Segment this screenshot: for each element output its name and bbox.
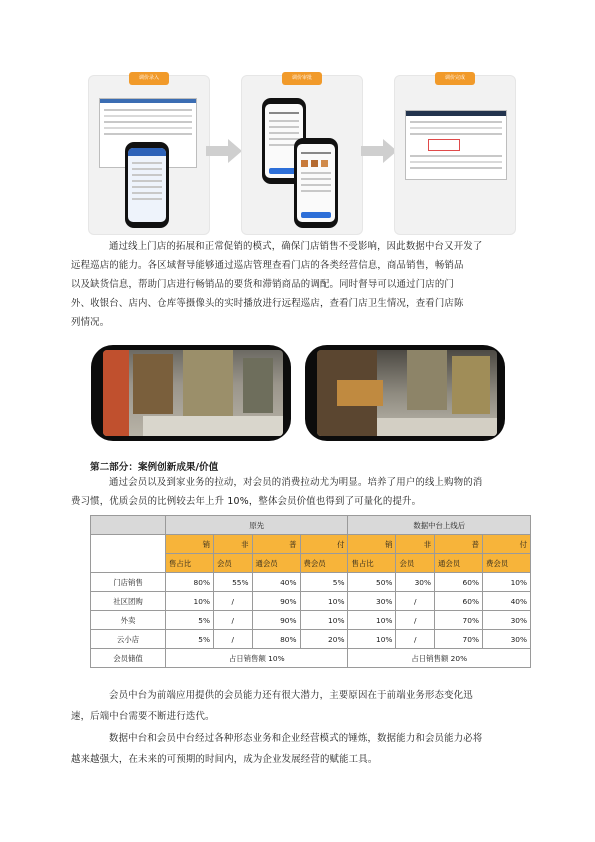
subheader-cell: 付 <box>300 535 348 554</box>
member-comparison-table <box>90 515 531 668</box>
group-before-header: 原先 <box>166 516 348 535</box>
subheader-cell: 通会员 <box>252 554 300 573</box>
step-tag-approval: 调价审批 <box>282 72 322 85</box>
table-cell: / <box>213 630 252 649</box>
table-cell: / <box>396 592 435 611</box>
table-row <box>91 630 531 649</box>
table-cell: / <box>213 592 252 611</box>
subheader-cell: 费会员 <box>482 554 530 573</box>
table-cell: 5% <box>166 611 214 630</box>
text-line: 通过会员以及到家业务的拉动，对会员的消费拉动尤为明显。培养了用户的线上购物的消 <box>109 477 483 488</box>
text-line: 通过线上门店的拓展和正常促销的模式，确保门店销售不受影响，因此数据中台又开发了 <box>109 241 483 252</box>
table-footer-row <box>91 649 531 668</box>
step-card-complete <box>394 75 516 235</box>
text-line: 以及缺货信息，帮助门店进行畅销品的要货和滞销商品的调配。同时督导可以通过门店的门 <box>71 279 455 290</box>
table-cell: 占日销售额 20% <box>348 649 531 668</box>
cctv-phone-image <box>305 345 505 441</box>
table-cell: 30% <box>348 592 396 611</box>
paragraph-member-platform <box>71 685 504 727</box>
table-group-header <box>91 516 531 535</box>
table-row <box>91 592 531 611</box>
table-cell: 10% <box>482 573 530 592</box>
table-cell: 80% <box>252 630 300 649</box>
subheader-cell: 普 <box>252 535 300 554</box>
phone-icon <box>294 138 338 228</box>
subheader-cell: 非 <box>213 535 252 554</box>
subheader-cell: 会员 <box>396 554 435 573</box>
phone-icon <box>125 142 169 228</box>
table-cell: 10% <box>348 630 396 649</box>
text-line: 越来越强大，在未来的可预期的时间内，成为企业发展经营的赋能工具。 <box>71 754 378 765</box>
subheader-cell: 售占比 <box>166 554 214 573</box>
table-cell: 30% <box>482 611 530 630</box>
table-cell: / <box>396 630 435 649</box>
text-line: 外、收银台、店内、仓库等摄像头的实时播放进行远程巡店，查看门店卫生情况，查看门店陈 <box>71 298 464 309</box>
table-cell: 60% <box>435 592 483 611</box>
text-line: 速，后端中台需要不断进行迭代。 <box>71 711 215 722</box>
subheader-cell: 售占比 <box>348 554 396 573</box>
group-after-header: 数据中台上线后 <box>348 516 531 535</box>
text-line: 会员中台为前端应用提供的会员能力还有很大潜力，主要原因在于前端业务形态变化迅 <box>109 690 473 701</box>
table-cell: 90% <box>252 611 300 630</box>
subheader-cell: 销 <box>348 535 396 554</box>
arrow-head-icon <box>228 139 242 163</box>
table-cell: / <box>396 611 435 630</box>
table-cell: 60% <box>435 573 483 592</box>
table-cell: 55% <box>213 573 252 592</box>
table-cell: 70% <box>435 630 483 649</box>
section-heading: 第二部分：案例创新成果/价值 <box>90 462 219 473</box>
subheader-cell: 非 <box>396 535 435 554</box>
table-cell: 90% <box>252 592 300 611</box>
row-label: 外卖 <box>91 611 166 630</box>
table-cell: 10% <box>300 592 348 611</box>
step-card-entry <box>88 75 210 235</box>
paragraph-future <box>71 728 504 770</box>
text-line: 远程巡店的能力。各区域督导能够通过巡店管理查看门店的各类经营信息，商品销售，畅销品 <box>71 260 464 271</box>
cctv-phone-image <box>91 345 291 441</box>
table-sub-header-top <box>91 535 531 554</box>
paragraph-remote-inspection <box>71 237 504 332</box>
table-cell: 30% <box>396 573 435 592</box>
row-label: 社区团购 <box>91 592 166 611</box>
paragraph-member-value <box>71 473 504 511</box>
table-cell: 70% <box>435 611 483 630</box>
table-row <box>91 573 531 592</box>
subheader-cell: 销 <box>166 535 214 554</box>
table-cell: 占日销售额 10% <box>166 649 348 668</box>
subheader-cell: 会员 <box>213 554 252 573</box>
table-cell: 80% <box>166 573 214 592</box>
subheader-cell: 通会员 <box>435 554 483 573</box>
subheader-cell: 费会员 <box>300 554 348 573</box>
text-line: 费习惯，优质会员的比例较去年上升 10%，整体会员价值也得到了可量化的提升。 <box>71 496 422 507</box>
row-label: 门店销售 <box>91 573 166 592</box>
table-row <box>91 611 531 630</box>
table-cell: 40% <box>482 592 530 611</box>
step-tag-entry: 调价录入 <box>129 72 169 85</box>
text-line: 列情况。 <box>71 317 110 328</box>
row-label: 云小店 <box>91 630 166 649</box>
arrow-icon <box>206 146 228 156</box>
table-cell: 10% <box>166 592 214 611</box>
table-cell: 5% <box>300 573 348 592</box>
text-line: 数据中台和会员中台经过各种形态业务和企业经营模式的锤炼，数据能力和会员能力必将 <box>109 733 483 744</box>
table-cell: 10% <box>300 611 348 630</box>
table-cell: / <box>213 611 252 630</box>
desktop-screen-icon <box>405 110 507 180</box>
table-cell: 20% <box>300 630 348 649</box>
step-card-approval <box>241 75 363 235</box>
table-cell: 5% <box>166 630 214 649</box>
table-cell: 10% <box>348 611 396 630</box>
step-tag-complete: 调价完成 <box>435 72 475 85</box>
arrow-icon <box>361 146 383 156</box>
subheader-cell: 普 <box>435 535 483 554</box>
row-label: 会员储值 <box>91 649 166 668</box>
table-cell: 40% <box>252 573 300 592</box>
table-cell: 30% <box>482 630 530 649</box>
table-cell: 50% <box>348 573 396 592</box>
subheader-cell: 付 <box>482 535 530 554</box>
